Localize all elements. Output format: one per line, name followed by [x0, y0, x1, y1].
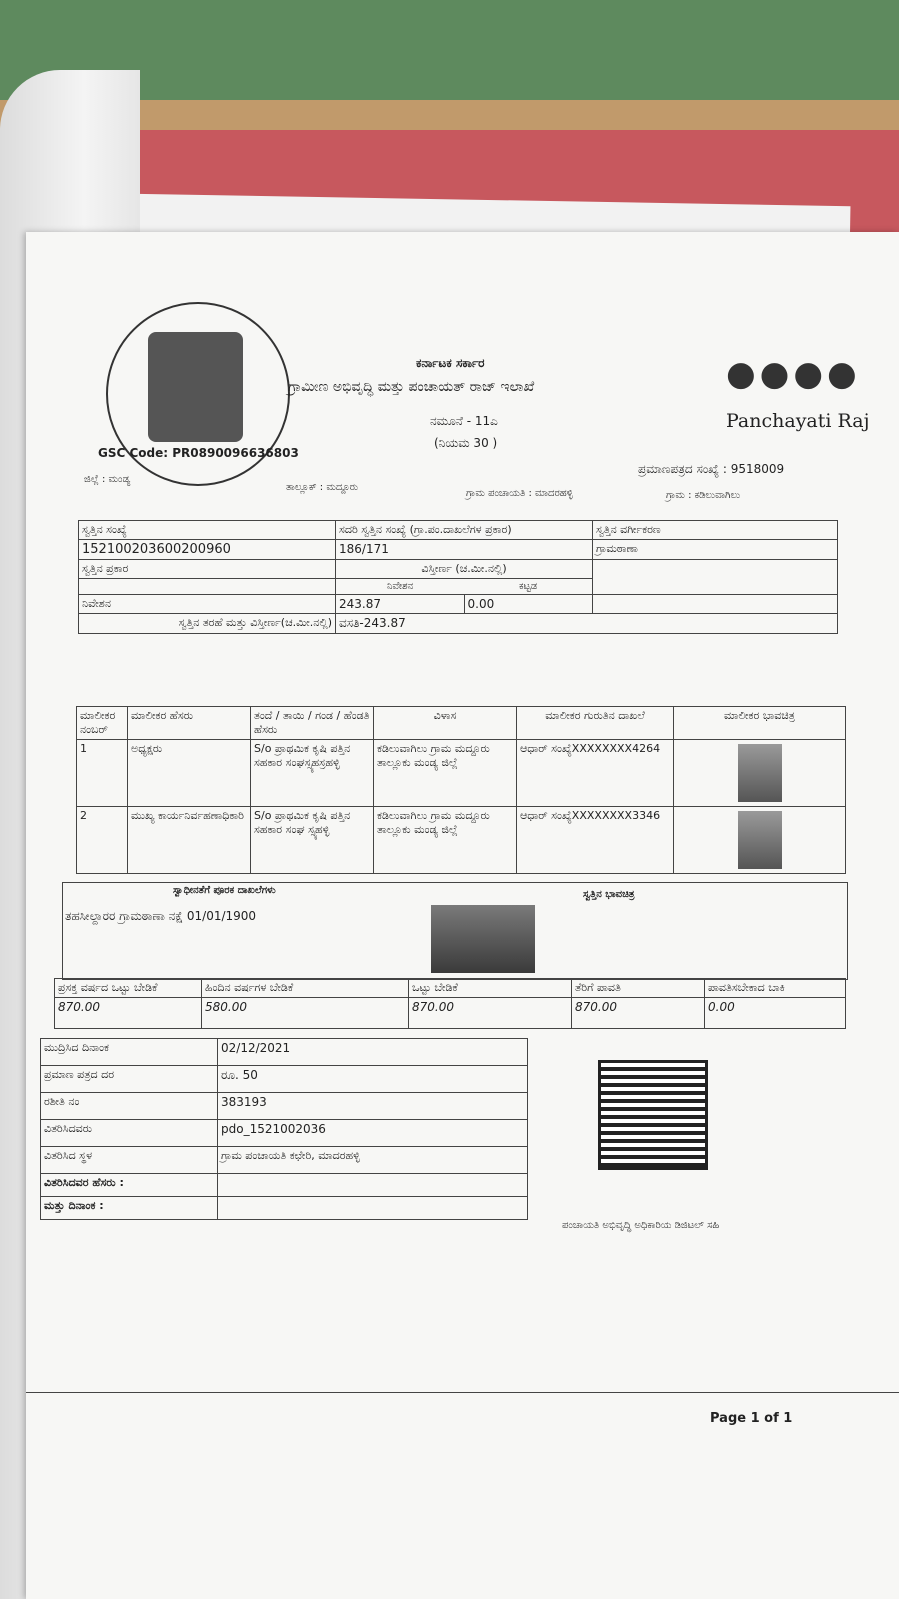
issue-row: ಮತ್ತು ದಿನಾಂಕ :: [41, 1197, 528, 1220]
issue-row: ಮುದ್ರಿಸಿದ ದಿನಾಂಕ 02/12/2021: [41, 1039, 528, 1066]
type-label: ಸ್ವತ್ತಿನ ಪ್ರಕಾರ: [79, 560, 336, 579]
taluk: ತಾಲ್ಲೂಕ್ : ಮದ್ದೂರು: [286, 482, 359, 493]
owner-header-address: ವಿಳಾಸ: [374, 707, 517, 740]
tax-value: 0.00: [705, 998, 846, 1029]
qr-code: [598, 1060, 708, 1170]
certificate-no: ಪ್ರಮಾಣಪತ್ರದ ಸಂಖ್ಯೆ : 9518009: [638, 462, 785, 476]
area-label: ವಿಸ್ತೀರ್ಣ (ಚ.ಮೀ.ನಲ್ಲಿ): [336, 560, 593, 579]
issue-row: ವಿತರಿಸಿದವರು pdo_1521002036: [41, 1120, 528, 1147]
tax-value: 870.00: [409, 998, 572, 1029]
property-table: [78, 520, 838, 634]
document-page: [26, 232, 899, 1599]
tax-value: 580.00: [202, 998, 409, 1029]
owner-header-relation: ತಂದೆ / ತಾಯಿ / ಗಂಡ / ಹೆಂಡತಿ ಹೆಸರು: [251, 707, 374, 740]
owner-relation: S/o ಪ್ರಾಥಮಿಕ ಕೃಷಿ ಪತ್ತಿನ ಸಹಕಾರ ಸಂಘ ಸ್ಸ್ಯಹಳ್ಳಿ: [251, 807, 374, 874]
rule-no: (ನಿಯಮ 30 ): [434, 436, 498, 450]
building-area: 0.00: [467, 597, 495, 611]
owners-table: [76, 706, 846, 874]
tax-table: [54, 978, 846, 1029]
form-no: ನಮೂನೆ - 11ಎ: [430, 414, 498, 428]
issue-row: ವಿತರಿಸಿದ ಸ್ಥಳ ಗ್ರಾಮ ಪಂಚಾಯತಿ ಕಛೇರಿ, ಮಾದರಹಳ್ಳಿ: [41, 1147, 528, 1174]
class-value: ಗ್ರಾಮಠಾಣಾ: [593, 540, 838, 560]
tax-value: 870.00: [572, 998, 705, 1029]
property-photo-label: ಸ್ವತ್ತಿನ ಭಾವಚಿತ್ರ: [583, 889, 635, 900]
issue-details-table: [40, 1038, 528, 1220]
owner-header-photo: ಮಾಲೀಕರ ಭಾವಚಿತ್ರ: [674, 707, 846, 740]
owner-name: ಅಧ್ಯಕ್ಷರು: [128, 740, 251, 807]
site-label: ನಿವೇಶನ: [386, 581, 414, 592]
nature-value: ವಸತಿ-243.87: [336, 614, 838, 634]
bottom-rule: [26, 1392, 899, 1393]
owner-header-no: ಮಾಲೀಕರ ನಂಬರ್: [77, 707, 128, 740]
dept-title: ಗ್ರಾಮೀಣ ಅಭಿವೃದ್ಧಿ ಮತ್ತು ಪಂಚಾಯತ್ ರಾಜ್ ಇಲಾಖೆ: [288, 379, 535, 395]
property-id-label: ಸ್ವತ್ತಿನ ಸಂಖ್ಯೆ: [79, 521, 336, 540]
tax-header: ಒಟ್ಟು ಬೇಡಿಕೆ: [409, 979, 572, 998]
gsc-code: GSC Code: PR0890096636803: [98, 446, 299, 460]
village: ಗ್ರಾಮ : ಕಡಿಲುವಾಗಿಲು: [666, 490, 741, 501]
owner-relation: S/o ಪ್ರಾಥಮಿಕ ಕೃಷಿ ಪತ್ತಿನ ಸಹಕಾರ ಸಂಘಸ್ಸ್ಯಹಸ್ರಹಳ್ಳಿ: [251, 740, 374, 807]
issue-row: ಪ್ರಮಾಣ ಪತ್ರದ ದರ ರೂ. 50: [41, 1066, 528, 1093]
docs-box: [62, 882, 848, 980]
tax-value: 870.00: [55, 998, 202, 1029]
govt-title: ಕರ್ನಾಟಕ ಸರ್ಕಾರ: [416, 356, 485, 370]
owner-id: ಆಧಾರ್ ಸಂಖ್ಯೆXXXXXXXX4264: [517, 740, 674, 807]
owner-header-name: ಮಾಲೀಕರ ಹೆಸರು: [128, 707, 251, 740]
district: ಜಿಲ್ಲೆ : ಮಂಡ್ಯ: [84, 474, 131, 485]
owner-name: ಮುಖ್ಯ ಕಾರ್ಯನಿರ್ವಹಣಾಧಿಕಾರಿ: [128, 807, 251, 874]
property-photo: [431, 905, 535, 973]
type-value: ನಿವೇಶನ: [79, 595, 336, 614]
digital-signature: ಪಂಚಾಯತಿ ಅಭಿವೃದ್ಧಿ ಅಧಿಕಾರಿಯ ಡಿಜಿಟಲ್ ಸಹಿ: [562, 1220, 720, 1231]
building-label: ಕಟ್ಟಡ: [518, 581, 538, 592]
owner-address: ಕಡಿಲುವಾಗಿಲು ಗ್ರಾಮ ಮದ್ದೂರು ತಾಲ್ಲೂಕು ಮಂಡ್ಯ ಜಿಲ್ಲೆ: [374, 807, 517, 874]
owner-address: ಕಡಿಲುವಾಗಿಲು ಗ್ರಾಮ ಮದ್ದೂರು ತಾಲ್ಲೂಕು ಮಂಡ್ಯ ಜಿಲ್ಲೆ: [374, 740, 517, 807]
tax-header: ಹಿಂದಿನ ವರ್ಷಗಳ ಬೇಡಿಕೆ: [202, 979, 409, 998]
docs-value: ತಹಸೀಲ್ದಾರರ ಗ್ರಾಮಠಾಣಾ ನಕ್ಷೆ 01/01/1900: [65, 909, 257, 923]
site-area: 243.87: [336, 595, 465, 613]
gram-panchayat: ಗ್ರಾಮ ಪಂಚಾಯತಿ : ಮಾದರಹಳ್ಳಿ: [466, 488, 573, 499]
tax-header: ಪಾವತಿಸಬೇಕಾದ ಬಾಕಿ: [705, 979, 846, 998]
issue-row: ವಿತರಿಸಿದವರ ಹೆಸರು :: [41, 1174, 528, 1197]
tax-header: ತೆರಿಗೆ ಪಾವತಿ: [572, 979, 705, 998]
panchayati-raj-logo-icon: ●●●●: [726, 354, 861, 394]
owner-row: [77, 807, 846, 874]
panchayati-raj-text: Panchayati Raj: [726, 410, 870, 432]
property-id-value: 152100203600200960: [79, 540, 336, 560]
old-no-value: 186/171: [336, 540, 593, 560]
page-number: Page 1 of 1: [710, 1411, 793, 1426]
class-label: ಸ್ವತ್ತಿನ ವರ್ಗೀಕರಣ: [593, 521, 838, 540]
docs-label: ಸ್ವಾಧೀನತೆಗೆ ಪೂರಕ ದಾಖಲೆಗಳು: [173, 885, 276, 896]
nature-label: ಸ್ವತ್ತಿನ ತರಹೆ ಮತ್ತು ವಿಸ್ತೀರ್ಣ(ಚ.ಮೀ.ನಲ್ಲಿ): [79, 614, 336, 634]
owner-photo: [738, 744, 782, 802]
karnataka-emblem: [148, 332, 243, 442]
issue-row: ರಶೀತಿ ನಂ 383193: [41, 1093, 528, 1120]
owner-row: [77, 740, 846, 807]
owner-no: 2: [77, 807, 128, 874]
owner-header-id: ಮಾಲೀಕರ ಗುರುತಿನ ದಾಖಲೆ: [517, 707, 674, 740]
tax-header: ಪ್ರಸಕ್ತ ವರ್ಷದ ಒಟ್ಟು ಬೇಡಿಕೆ: [55, 979, 202, 998]
old-no-label: ಸದರಿ ಸ್ವತ್ತಿನ ಸಂಖ್ಯೆ (ಗ್ರಾ.ಪಂ.ದಾಖಲೆಗಳ ಪ್ರಕಾರ): [336, 521, 593, 540]
owner-no: 1: [77, 740, 128, 807]
owner-photo: [738, 811, 782, 869]
owner-id: ಆಧಾರ್ ಸಂಖ್ಯೆXXXXXXXX3346: [517, 807, 674, 874]
